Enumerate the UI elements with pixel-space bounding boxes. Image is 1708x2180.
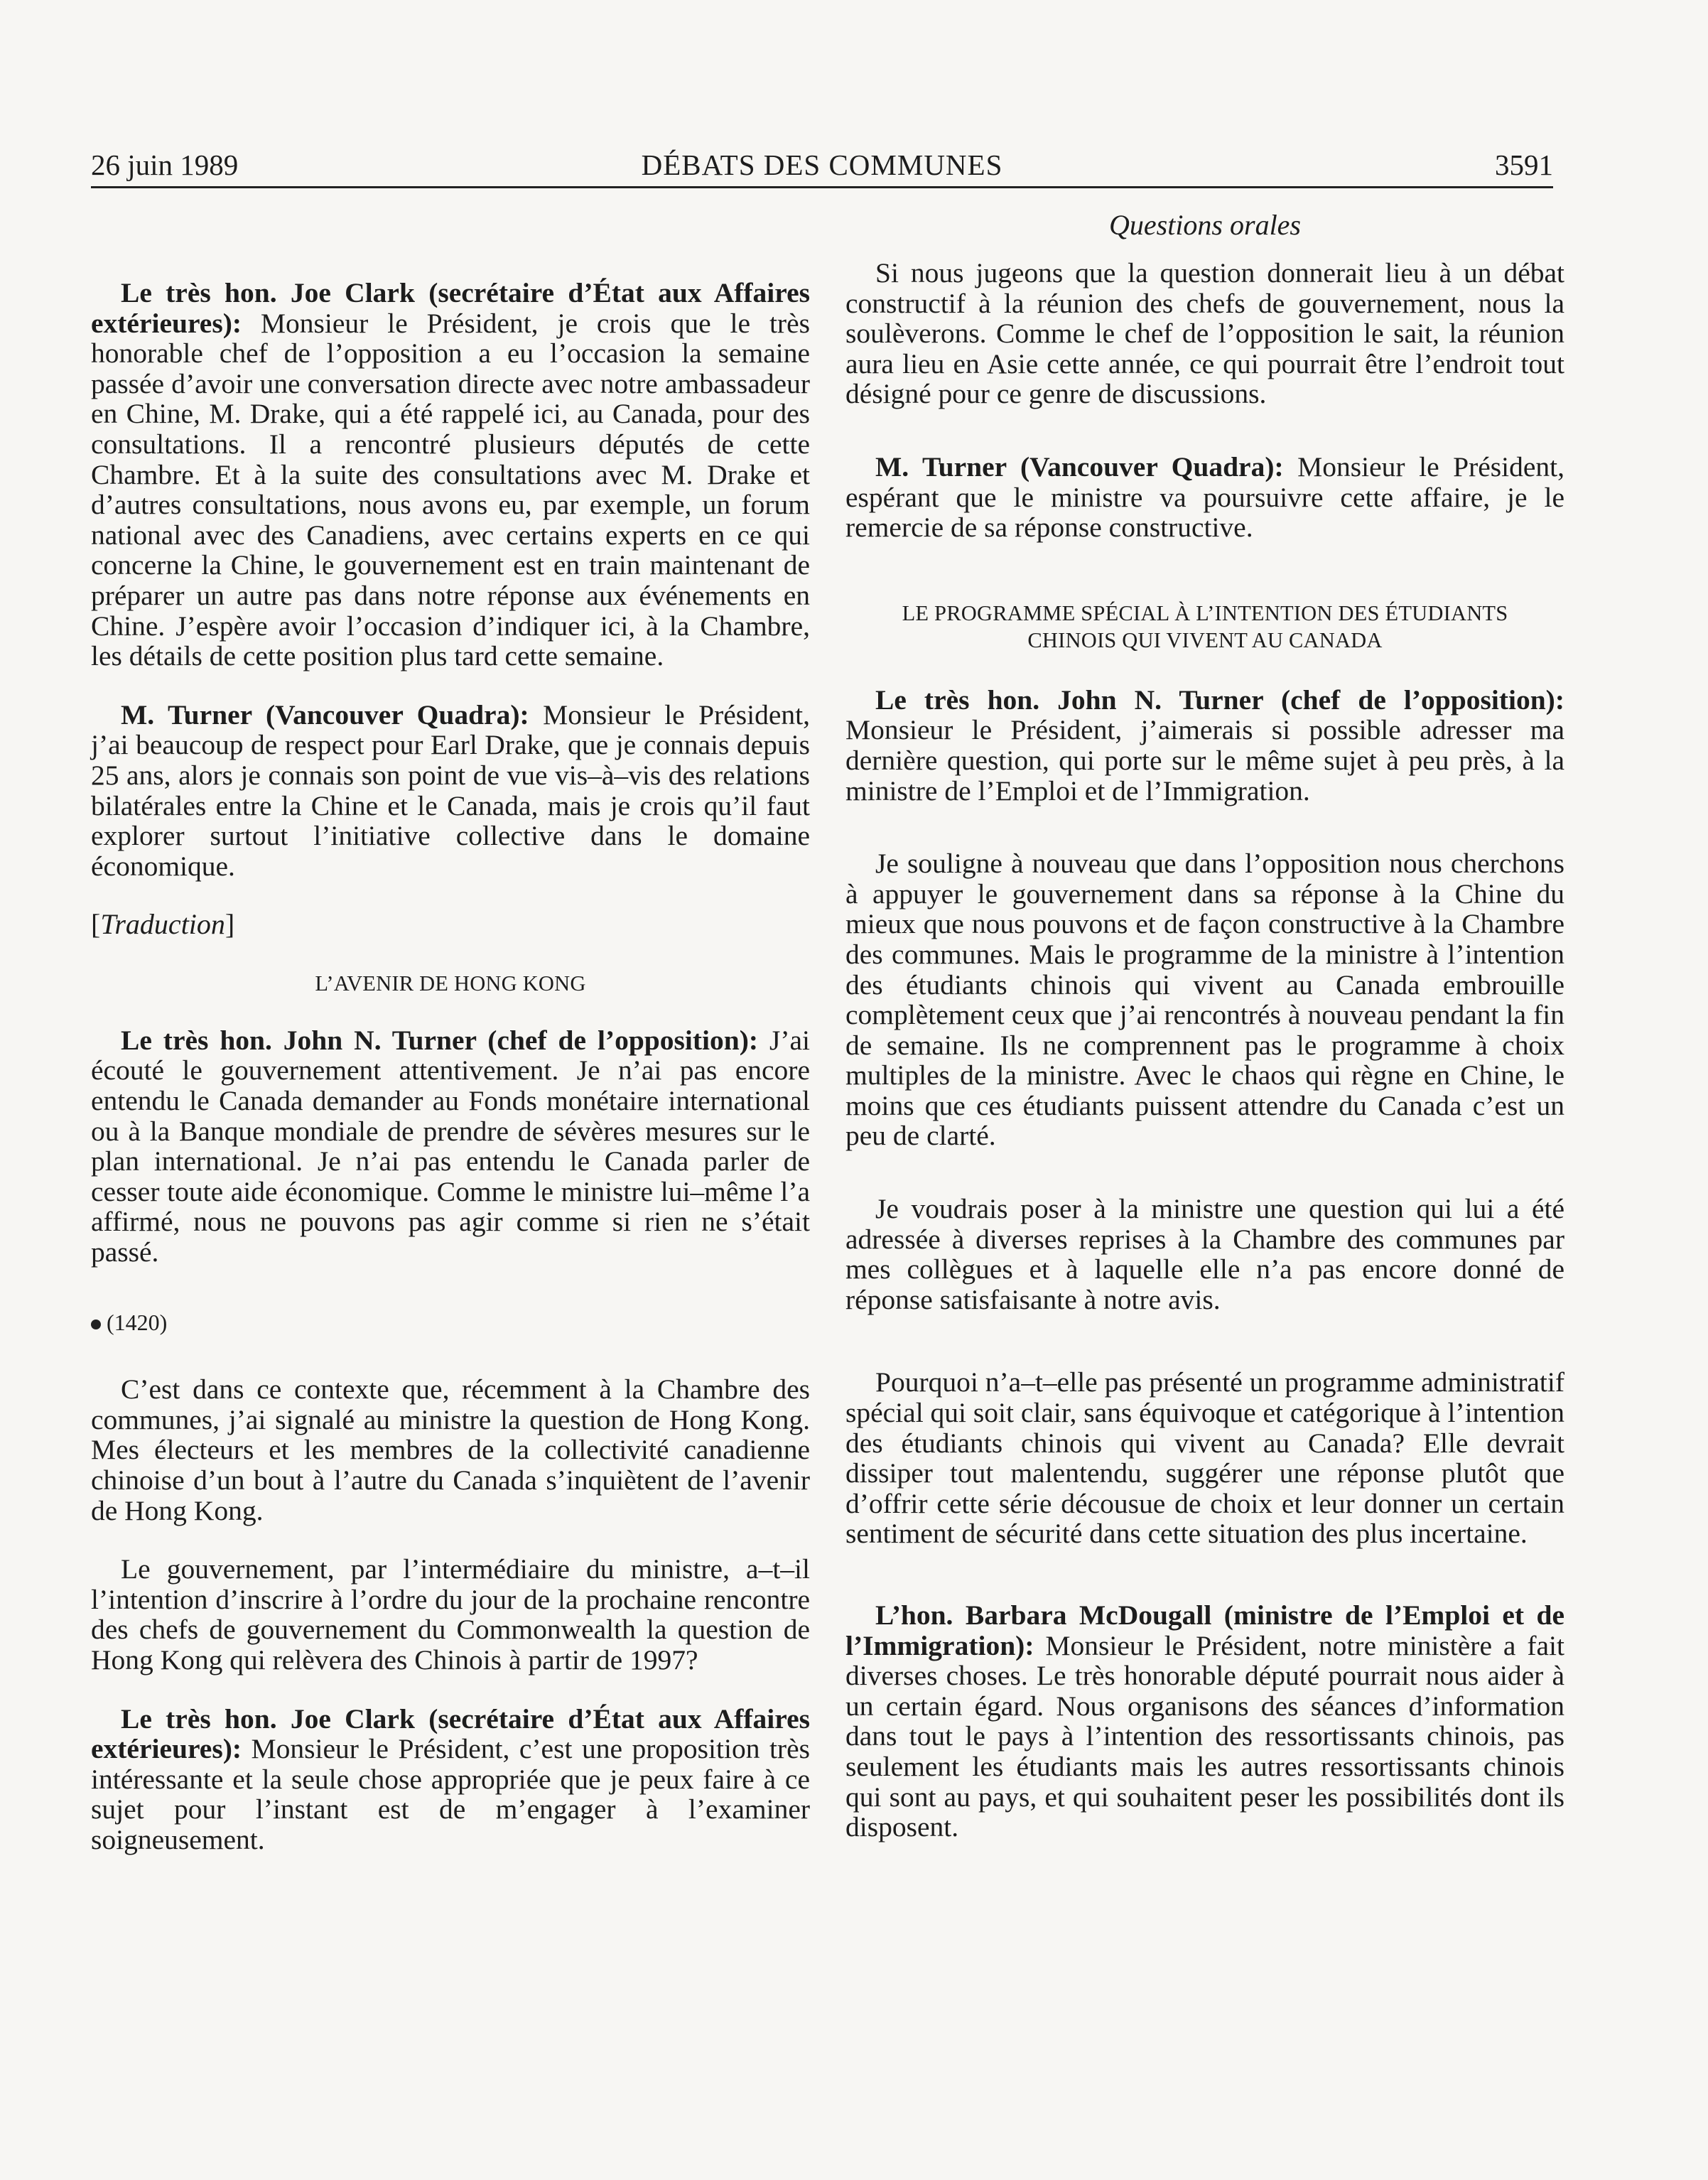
paragraph (91, 278, 810, 671)
header-date: 26 juin 1989 (91, 149, 239, 181)
time-marker-text: (1420) (107, 1309, 168, 1335)
speaker-name: Le très hon. Joe Clark (secrétaire d’État aux Affaires extérieures): (91, 277, 810, 339)
paragraph: C’est dans ce contexte que, récemment à la Chambre des communes, j’ai signalé au ministre la question de Hong Kong. Mes électeurs et les membres de la collectivité canadienne chinoise d’un bout à l’autre du Canada s’inquiètent de l’avenir de Hong Kong. (91, 1374, 810, 1526)
speaker-name: Le très hon. John N. Turner (chef de l’opposition): (875, 684, 1564, 716)
speaker-name: Le très hon. Joe Clark (secrétaire d’État aux Affaires extérieures): (91, 1703, 810, 1765)
bullet-icon (91, 1320, 101, 1329)
section-heading-line1: LE PROGRAMME SPÉCIAL À L’INTENTION DES ÉTUDIANTS (902, 600, 1508, 625)
right-column (845, 210, 1564, 1842)
time-marker (91, 1307, 810, 1338)
speech-text: Monsieur le Président, j’ai beaucoup de respect pour Earl Drake, que je connais depuis 25 ans, alors je connais son point de vue vis–à–vis des relations bilatérales entre la Chine et le Canada, mais je crois qu’il faut explorer surtout l’initiative collective dans le domaine économique. (91, 698, 810, 882)
header-title: DÉBATS DES COMMUNES (641, 149, 1003, 181)
header-rule (91, 186, 1553, 188)
speaker-name: M. Turner (Vancouver Quadra): (121, 698, 529, 730)
paragraph: Je souligne à nouveau que dans l’opposition nous cherchons à appuyer le gouvernement dans sa réponse à la Chine du mieux que nous pouvons et de façon constructive à la Chambre des communes. Mais le programme de la ministre à l’intention des étudiants chinois qui vivent au Canada embrouille complètement ceux que j’ai rencontrés à nouveau pendant la fin de semaine. Ils ne comprennent pas le programme à choix multiples de la ministre. Avec le chaos qui règne en Chine, le moins que ces étudiants puissent attendre du Canada c’est un peu de clarté. (845, 848, 1564, 1152)
paragraph: Si nous jugeons que la question donnerait lieu à un débat constructif à la réunion des chefs de gouvernement, nous la soulèverons. Comme le chef de l’opposition le sait, la réunion aura lieu en Asie cette année, ce qui pourrait être l’endroit tout désigné pour ce genre de discussions. (845, 257, 1564, 410)
speech-text: Monsieur le Président, espérant que le ministre va poursuivre cette affaire, je le remercie de sa réponse constructive. (845, 450, 1564, 544)
section-heading (845, 600, 1564, 654)
speech-text: Monsieur le Président, je crois que le très honorable chef de l’opposition a eu l’occasion la semaine passée d’avoir une conversation directe avec notre ambassadeur en Chine, M. Drake, qui a été rappelé ici, au Canada, pour des consultations. Il a rencontré plusieurs députés de cette Chambre. Et à la suite des consultations avec M. Drake et d’autres consultations, nous avons eu, par exemple, un forum national avec des Canadiens, avec certains experts en ce qui concerne la Chine, le gouvernement est en train maintenant de préparer un autre pas dans notre réponse aux événements en Chine. J’espère avoir l’occasion d’indiquer ici, à la Chambre, les détails de cette position plus tard cette semaine. (91, 307, 810, 672)
speech-text: J’ai écouté le gouvernement attentivement. Je n’ai pas encore entendu le Canada demander au Fonds monétaire international ou à la Banque mondiale de prendre de sévères mesures sur le plan international. Je n’ai pas entendu le Canada parler de cesser toute aide économique. Comme le ministre lui–même l’a affirmé, nous ne pouvons pas agir comme si rien ne s’était passé. (91, 1024, 810, 1268)
header-page-number: 3591 (1495, 149, 1553, 181)
page-header (91, 144, 1553, 185)
running-head: Questions orales (1109, 209, 1301, 241)
translation-label: Traduction (100, 908, 225, 941)
section-heading: L’AVENIR DE HONG KONG (315, 971, 586, 995)
speech-text: Monsieur le Président, notre ministère a fait diverses choses. Le très honorable député pourrait nous aider à un certain égard. Nous organisons des séances d’information dans tout le pays à l’intention des ressortissants chinois, pas seulement les étudiants mais les autres ressortissants chinois qui sont au pays, et qui souhaitent peser les possibilités dont ils disposent. (845, 1629, 1564, 1843)
speech-text: Monsieur le Président, j’aimerais si possible adresser ma dernière question, qui porte sur le même sujet à peu près, à la ministre de l’Emploi et de l’Immigration. (845, 714, 1564, 806)
section-heading-line2: CHINOIS QUI VIVENT AU CANADA (1027, 627, 1383, 652)
paragraph (845, 452, 1564, 543)
paragraph (91, 1025, 810, 1268)
paragraph (91, 700, 810, 882)
speaker-name: M. Turner (Vancouver Quadra): (875, 450, 1284, 482)
translation-note: [Traduction] (91, 908, 235, 941)
paragraph (91, 1704, 810, 1855)
speech-text: Monsieur le Président, c’est une proposition très intéressante et la seule chose appropriée que je peux faire à ce sujet pour l’instant est de m’engager à l’examiner soigneusement. (91, 1733, 810, 1855)
speaker-name: Le très hon. John N. Turner (chef de l’opposition): (121, 1024, 759, 1056)
paragraph: Je voudrais poser à la ministre une question qui lui a été adressée à diverses reprises à la Chambre des communes par mes collègues et à laquelle elle n’a pas encore donné de réponse satisfaisante à notre avis. (845, 1193, 1564, 1315)
paragraph: Le gouvernement, par l’intermédiaire du ministre, a–t–il l’intention d’inscrire à l’ordre du jour de la prochaine rencontre des chefs de gouvernement du Commonwealth la question de Hong Kong qui relèvera des Chinois à partir de 1997? (91, 1553, 810, 1676)
paragraph (845, 685, 1564, 806)
speaker-name: L’hon. Barbara McDougall (ministre de l’Emploi et de l’Immigration): (845, 1599, 1564, 1661)
left-column (91, 210, 810, 1855)
paragraph (845, 1600, 1564, 1842)
paragraph: Pourquoi n’a–t–elle pas présenté un programme administratif spécial qui soit clair, sans équivoque et catégorique à l’intention des étudiants chinois qui vivent au Canada? Elle devrait dissiper tout malentendu, suggérer une réponse plutôt que d’offrir cette série décousue de choix et leur donner un certain sentiment de sécurité dans cette situation des plus incertaine. (845, 1366, 1564, 1550)
